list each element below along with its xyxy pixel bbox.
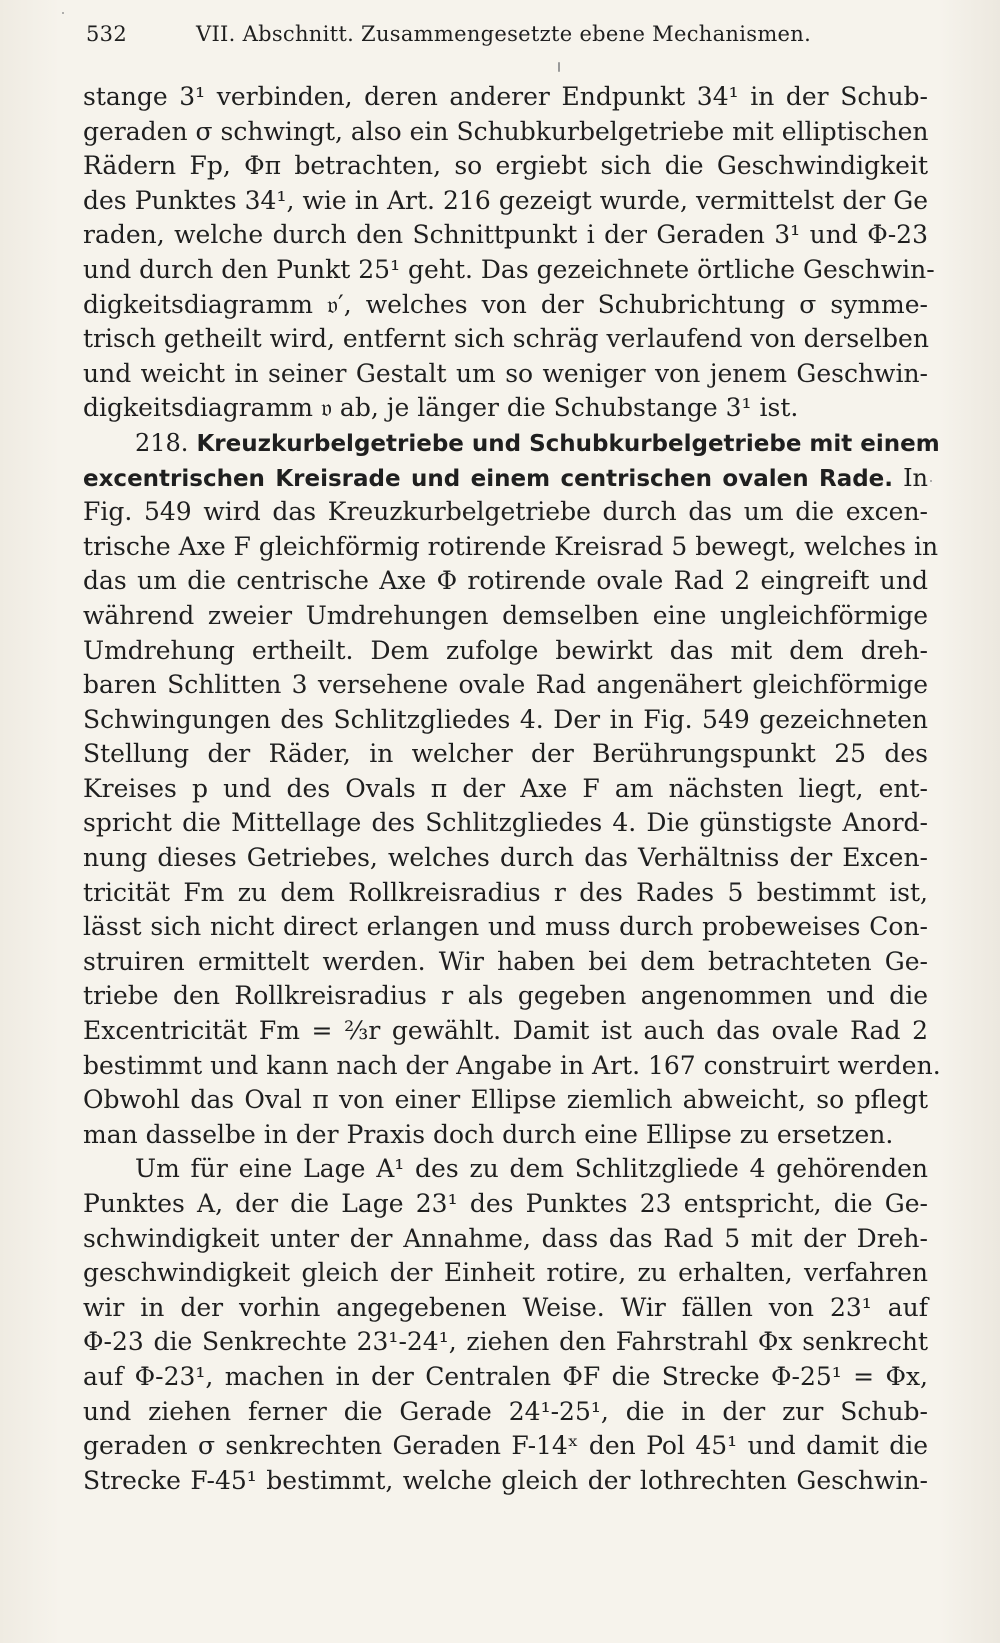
text-line: das um die centrische Axe Φ rotirende ovale Rad 2 eingreift und [83,566,928,596]
text-line: schwindigkeit unter der Annahme, dass das Rad 5 mit der Dreh- [83,1223,928,1253]
text-line: stange 3¹ verbinden, deren anderer Endpunkt 34¹ in der Schub- [83,82,928,111]
text-line: Punktes A, der die Lage 23¹ des Punktes 23 entspricht, die Ge- [83,1189,928,1218]
text-line: und weicht in seiner Gestalt um so weniger von jenem Geschwin- [83,358,928,388]
text-line: Schwingungen des Schlitzgliedes 4. Der in Fig. 549 gezeichneten [83,704,928,734]
text-line: struiren ermittelt werden. Wir haben bei dem betrachteten Ge- [83,946,928,976]
text-line: tricität Fm zu dem Rollkreisradius r des Rades 5 bestimmt ist, [83,877,928,907]
text-line: bestimmt und kann nach der Angabe in Art. 167 construirt werden. [83,1050,941,1080]
text-line: lässt sich nicht direct erlangen und muss durch probeweises Con- [83,912,928,942]
text-line: Obwohl das Oval π von einer Ellipse ziemlich abweicht, so pflegt [83,1085,928,1115]
text-line: Φ-23 die Senkrechte 23¹-24¹, ziehen den Fahrstrahl Φx senkrecht [83,1327,928,1357]
text-line: Excentricität Fm = ⅔r gewählt. Damit ist auch das ovale Rad 2 [83,1016,928,1046]
text-line: wir in der vorhin angegebenen Weise. Wir fällen von 23¹ auf [83,1292,928,1322]
text-line: triebe den Rollkreisradius r als gegeben angenommen und die [83,981,928,1011]
text-line: man dasselbe in der Praxis doch durch eine Ellipse zu ersetzen. [83,1119,894,1149]
section-heading-continued [83,461,928,496]
section-heading [83,426,940,461]
text-line: geraden σ schwingt, also ein Schubkurbelgetriebe mit elliptischen [83,116,929,146]
paper-speck [558,62,560,72]
text-line: auf Φ-23¹, machen in der Centralen ΦF die Strecke Φ-25¹ = Φx, [83,1361,928,1391]
running-header [86,22,916,52]
section-heading-tail: In [903,463,928,492]
text-line: während zweier Umdrehungen demselben eine ungleichförmige [83,600,928,630]
text-line: Stellung der Räder, in welcher der Berührungspunkt 25 des [83,739,928,769]
running-title: VII. Abschnitt. Zusammengesetzte ebene Mechanismen. [196,22,812,46]
text-line: baren Schlitten 3 versehene ovale Rad angenähert gleichförmige [83,670,928,700]
text-line: Strecke F-45¹ bestimmt, welche gleich der lothrechten Geschwin- [83,1465,928,1495]
text-line: geschwindigkeit gleich der Einheit rotire, zu erhalten, verfahren [83,1258,928,1288]
section-number: 218. [135,428,189,457]
paper-speck [62,12,64,14]
text-line: Rädern Fp, Φπ betrachten, so ergiebt sich die Geschwindigkeit [83,151,928,181]
text-line: trisch getheilt wird, entfernt sich schräg verlaufend von derselben [83,324,929,354]
section-heading-line-1: Kreuzkurbelgetriebe und Schubkurbelgetriebe mit einem [196,430,940,457]
page-number: 532 [86,22,127,46]
text-line: Umdrehung ertheilt. Dem zufolge bewirkt das mit dem dreh- [83,635,928,665]
text-line: Um für eine Lage A¹ des zu dem Schlitzgliede 4 gehörenden [135,1154,928,1184]
text-line: des Punktes 34¹, wie in Art. 216 gezeigt wurde, vermittelst der Ge [83,185,928,215]
text-line: raden, welche durch den Schnittpunkt i der Geraden 3¹ und Φ-23 [83,220,928,250]
text-line: und durch den Punkt 25¹ geht. Das gezeichnete örtliche Geschwin- [83,254,935,284]
text-line: Fig. 549 wird das Kreuzkurbelgetriebe durch das um die excen- [83,497,928,527]
section-heading-line-2: excentrischen Kreisrade und einem centrischen ovalen Rade. [83,465,894,492]
text-line: trische Axe F gleichförmig rotirende Kreisrad 5 bewegt, welches in [83,531,939,561]
text-line: geraden σ senkrechten Geraden F-14ˣ den Pol 45¹ und damit die [83,1431,928,1461]
body-text [83,80,941,1498]
text-line: nung dieses Getriebes, welches durch das Verhältniss der Excen- [83,843,928,873]
text-line: Kreises p und des Ovals π der Axe F am nächsten liegt, ent- [83,773,928,803]
text-line: spricht die Mittellage des Schlitzgliedes 4. Die günstigste Anord- [83,808,928,838]
text-line: und ziehen ferner die Gerade 24¹-25¹, die in der zur Schub- [83,1396,928,1426]
text-line: digkeitsdiagramm 𝔳 ab, je länger die Schubstange 3¹ ist. [83,393,799,423]
text-line: digkeitsdiagramm 𝔳′, welches von der Schubrichtung σ symme- [83,289,928,319]
paper-speck [930,480,932,482]
